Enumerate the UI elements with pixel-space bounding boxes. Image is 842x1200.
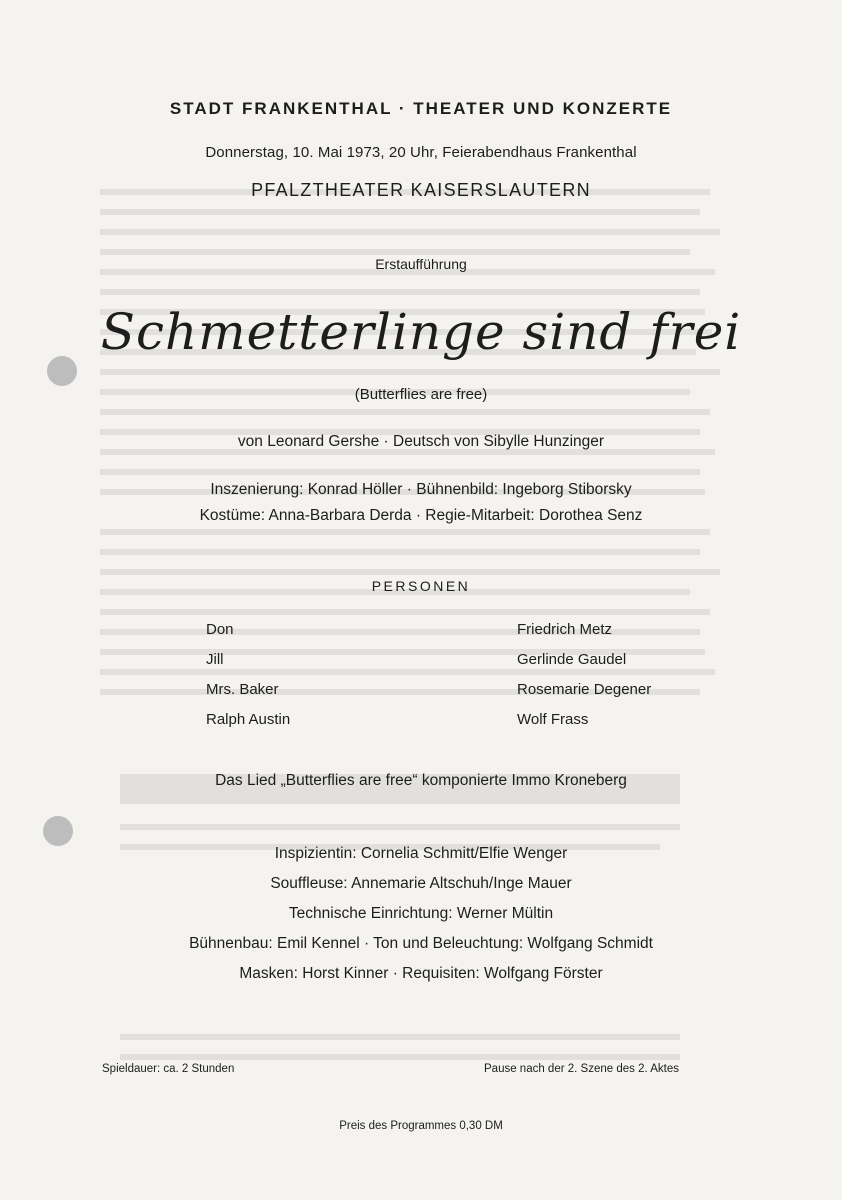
- author-translator-line: von Leonard Gershe · Deutsch von Sibylle Hunzinger: [237, 433, 605, 450]
- production-credits-2: Kostüme: Anna-Barbara Derda · Regie-Mitarbeit: Dorothea Senz: [199, 507, 643, 524]
- play-title-text: Schmetterlinge sind frei: [100, 303, 742, 361]
- premiere-label: Erstaufführung: [375, 256, 467, 272]
- play-title: [0, 292, 842, 377]
- bleed-through-texture: [100, 84, 750, 1114]
- song-credit: Das Lied „Butterflies are free“ komponierte Immo Kroneberg: [215, 772, 627, 789]
- play-title-calligraphy: [0, 292, 842, 377]
- play-subtitle: (Butterflies are free): [354, 386, 488, 403]
- cast-actor: Wolf Frass: [517, 711, 589, 728]
- cast-actor: Friedrich Metz: [517, 621, 613, 638]
- crew-line-4: Bühnenbau: Emil Kennel · Ton und Beleuchtung: Wolfgang Schmidt: [189, 935, 653, 952]
- cast-role: Ralph Austin: [206, 711, 291, 728]
- program-price: Preis des Programmes 0,30 DM: [339, 1120, 503, 1132]
- theater-company: PFALZTHEATER KAISERSLAUTERN: [251, 180, 591, 200]
- crew-line-5: Masken: Horst Kinner · Requisiten: Wolfgang Förster: [239, 965, 603, 982]
- intermission-note: Pause nach der 2. Szene des 2. Aktes: [484, 1063, 679, 1075]
- performance-dateline: Donnerstag, 10. Mai 1973, 20 Uhr, Feierabendhaus Frankenthal: [205, 144, 637, 161]
- crew-line-3: Technische Einrichtung: Werner Mültin: [288, 905, 554, 922]
- cast-role: Don: [206, 621, 234, 638]
- cast-role: Mrs. Baker: [206, 681, 279, 698]
- cast-heading: PERSONEN: [371, 578, 471, 594]
- presenter-header: STADT FRANKENTHAL · THEATER UND KONZERTE: [169, 99, 673, 118]
- cast-actor: Gerlinde Gaudel: [517, 651, 627, 668]
- crew-line-2: Souffleuse: Annemarie Altschuh/Inge Mauer: [270, 875, 572, 892]
- production-credits-1: Inszenierung: Konrad Höller · Bühnenbild: Ingeborg Stiborsky: [210, 481, 632, 498]
- punch-hole-bottom: [43, 816, 73, 846]
- cast-actor: Rosemarie Degener: [517, 681, 652, 698]
- cast-role: Jill: [206, 651, 224, 668]
- runtime-note: Spieldauer: ca. 2 Stunden: [102, 1063, 235, 1075]
- crew-line-1: Inspizientin: Cornelia Schmitt/Elfie Wenger: [274, 845, 568, 862]
